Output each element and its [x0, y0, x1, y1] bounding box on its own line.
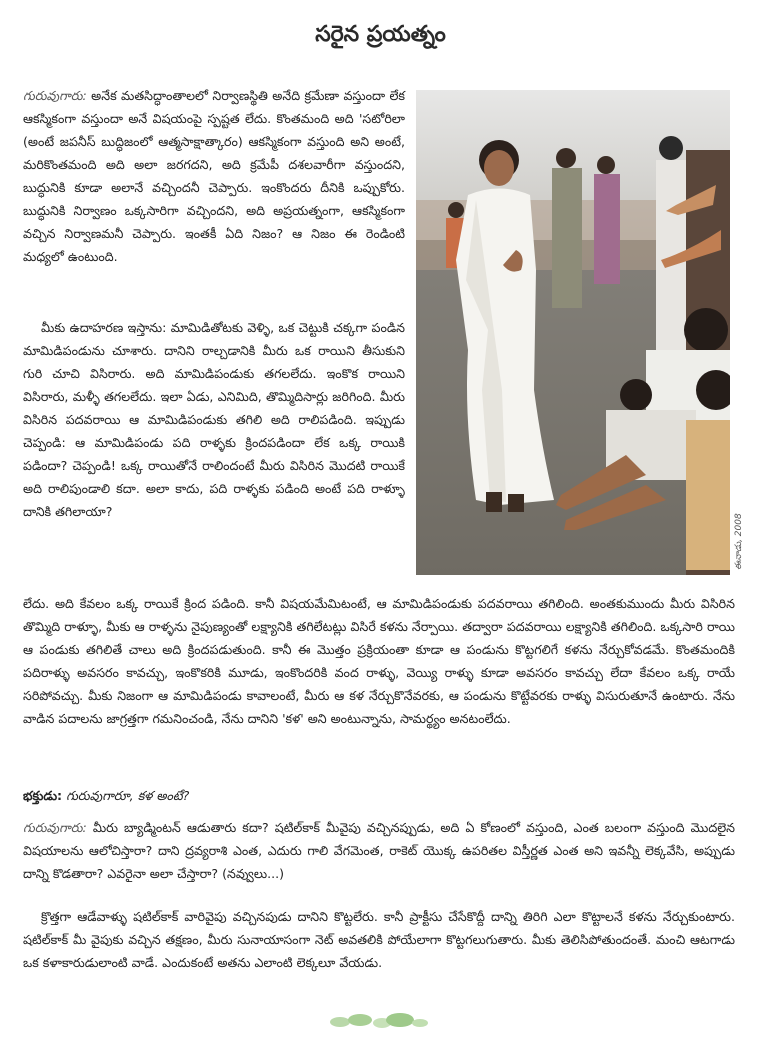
guru-answer-paragraph-2 [23, 905, 735, 974]
paragraph-text: మీకు ఉదాహరణ ఇస్తాను: మామిడితోటకు వెళ్ళి, ఒక చెట్టుకి చక్కగా పండిన మామిడిపండును చూశారు. దానిని రాల్చడానికి మీరు ఒక రాయిని తీసుకుని గురి చూచి విసిరారు. అది మామిడిపండుకు తగలలేదు. ఇంకొక రాయిని విసిరారు, మళ్ళీ తగలలేదు. ఇలా ఏడు, ఎనిమిది, తొమ్మిదిసార్లు జరిగింది. మీరు విసిరిన పదవరాయి ఆ మామిడిపండుకు తగిలి అది రాలిపడింది. ఇప్పుడు చెప్పండి: ఆ మామిడిపండు పది రాళ్ళకు క్రిందపడిందా లేక ఒక్క రాయికి పడిందా? చెప్పండి! ఒక్క రాయితోనే రాలిందంటే మీరు విసిరిన మొదటి రాయికే అది రాలిపుండాలి కదా. అలా కాదు, పది రాళ్ళకు పడింది అంటే పది రాళ్ళూ దానికి తగిలాయా? [23, 320, 405, 519]
guru-walking-photo [416, 90, 730, 575]
paragraph-text: క్రొత్తగా ఆడేవాళ్ళు షటిల్‌కాక్ వారివైపు వచ్చినపుడు దానిని కొట్టలేరు. కానీ ప్రాక్టీసు చేసేకొద్దీ దాన్ని తిరిగి ఎలా కొట్టాలనే కళను నేర్చుకుంటారు. షటిల్‌కాక్ మీ వైపుకు వచ్చిన తక్షణం, మీరు సునాయాసంగా నెట్ అవతలికి పోయేలాగా కొట్టగలుగుతారు. మీకు తెలిసిపోతుందంతే. మంచి ఆటగాడు ఒక కళాకారుడులాంటి వాడే. ఎందుకంటే అతను ఎలాంటి లెక్కలూ వేయడు. [23, 909, 735, 970]
speaker-label-devotee: భక్తుడు: [23, 788, 63, 803]
paragraph-text: మీరు బ్యాడ్మింటన్ ఆడుతారు కదా? షటిల్‌కాక్ మీవైపు వచ్చినప్పుడు, అది ఏ కోణంలో వస్తుంది, ఎంత బలంగా వస్తుంది మొదలైన విషయాలను ఆలోచిస్తారా? దాని ద్రవ్యరాశి ఎంత, ఎదురు గాలి వేగమెంత, రాకెట్ యొక్క ఉపరితల విస్తీర్ణత ఎంత అని ఇవన్నీ లెక్కవేసి, అప్పుడు దాన్ని కొడతారా? ఎవరైనా అలా చేస్తారా? (నవ్వులు...) [23, 820, 735, 881]
paragraph-text: అనేక మతసిద్ధాంతాలలో నిర్వాణస్థితి అనేది క్రమేణా వస్తుందా లేక ఆకస్మికంగా వస్తుందా అనే విషయంపై స్పష్టత లేదు. కొంతమంది అది 'సటోరిలా (అంటే జపనీస్ బుద్ధిజంలో ఆత్మసాక్షాత్కారం) ఆకస్మికంగా వస్తుంది అని అంటే, మరికొంతమంది అది అలా జరగదని, అది క్రమేపీ దశలవారీగా వస్తుందని, బుద్ధునికి కూడా అలానే వచ్చిందనీ చెప్పారు. ఇంకొందరు దీనికి ఒప్పుకోరు. బుద్ధునికి నిర్వాణం ఒక్కసారిగా వచ్చిందని, అది అప్రయత్నంగా, ఆకస్మికంగా వచ్చిన నిర్వాణమనీ చెప్పారు. ఇంతకీ ఏది నిజం? ఆ నిజం ఈ రెండింటి మధ్యలో ఉంటుంది. [23, 88, 405, 264]
speaker-label-guru: గురువుగారు: [23, 88, 87, 103]
page-title: సరైన ప్రయత్నం [315, 22, 446, 47]
speaker-label-guru: గురువుగారు: [23, 820, 87, 835]
leaf-ornament-icon [320, 1010, 440, 1032]
question-text: గురువుగారూ, కళ అంటే? [66, 788, 190, 803]
guru-paragraph-2 [23, 316, 405, 523]
photo-credit: ఈనాడు, 2008 [734, 513, 744, 570]
devotee-question [23, 784, 735, 807]
guru-answer-paragraph-1 [23, 816, 735, 885]
guru-paragraph-1 [23, 84, 405, 268]
paragraph-text: లేదు. అది కేవలం ఒక్క రాయికే క్రింద పడింది. కానీ విషయమేమిటంటే, ఆ మామిడిపండుకు పదవరాయి తగిలింది. అంతకుముందు మీరు విసిరిన తొమ్మిది రాళ్ళూ, మీకు ఆ రాళ్ళను నైపుణ్యంతో లక్ష్యానికి తగిలేటట్లు విసిరే కళను నేర్పాయి. తద్వారా పదవరాయి లక్ష్యానికి తగిలింది. ఒక్కసారి రాయి ఆ పండుకు తగిలితే చాలు అది క్రిందపడుతుంది. కానీ ఈ మొత్తం ప్రక్రియంతా కూడా ఆ పండును కొట్టగలిగే కళను నేర్చుకోవడమే. కొంతమందికి పదిరాళ్ళు అవసరం కావచ్చు, ఇంకొకరికి మూడు, ఇంకొందరికి వంద రాళ్ళు, వెయ్యి రాళ్ళు కూడా అవసరం కావచ్చు లేదా కేవలం ఒక్క రాయే సరిపోవచ్చు. మీకు నిజంగా ఆ మామిడిపండు కావాలంటే, మీరు ఆ కళ నేర్చుకొనేవరకు, ఆ పండును కొట్టేవరకు రాళ్ళు విసురుతూనే ఉంటారు. నేను వాడిన పదాలను జాగ్రత్తగా గమనించండి, నేను దానిని 'కళ' అని అంటున్నాను, సామర్థ్యం అనటంలేదు. [23, 596, 735, 726]
guru-paragraph-3 [23, 592, 735, 730]
